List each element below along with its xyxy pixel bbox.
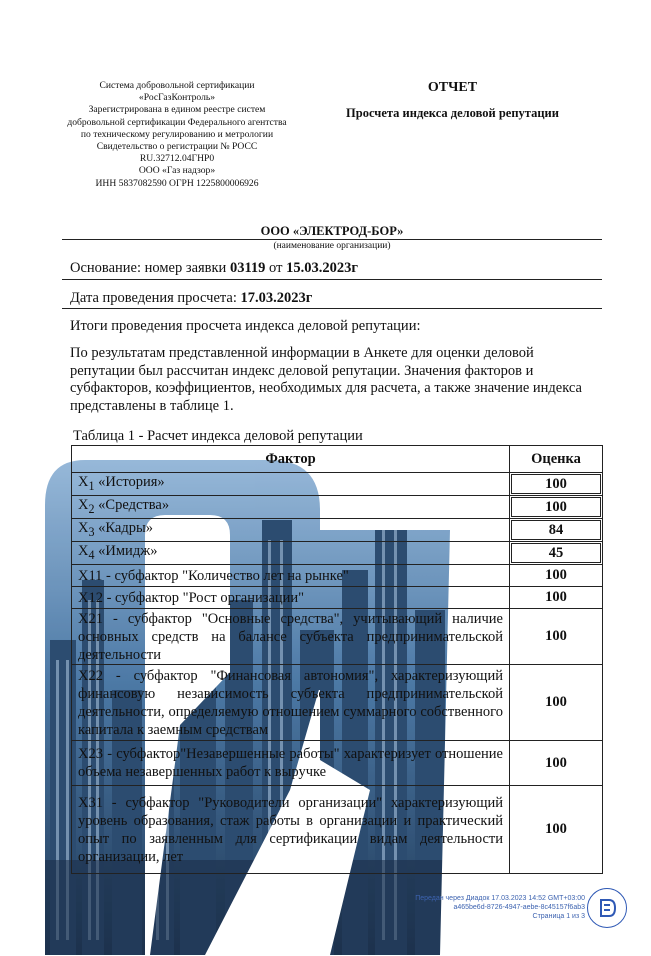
cert-line: ООО «Газ надзор» bbox=[138, 165, 216, 177]
factor-cell: X23 - субфактор"Незавершенные работы" характеризует отношение объема незавершенных работ к выручке bbox=[72, 741, 510, 786]
basis-date: 15.03.2023г bbox=[286, 260, 358, 276]
factor-cell: $X_3$ «Кадры» bbox=[72, 519, 510, 542]
score-cell: 100 bbox=[510, 565, 603, 587]
factor-cell: X11 - субфактор "Количество лет на рынке" bbox=[72, 565, 510, 587]
header-score: Оценка bbox=[510, 446, 603, 473]
score-value: 45 bbox=[511, 543, 601, 563]
table-row bbox=[72, 565, 603, 587]
reputation-table bbox=[71, 445, 603, 874]
results-heading: Итоги проведения просчета индекса деловой репутации: bbox=[70, 318, 421, 334]
factor-cell: X12 - субфактор "Рост организации" bbox=[72, 587, 510, 609]
score-value: 100 bbox=[511, 474, 601, 494]
header-factor: Фактор bbox=[72, 446, 510, 473]
score-cell: 100 bbox=[510, 786, 603, 874]
basis-from: от bbox=[269, 260, 283, 276]
table-row bbox=[72, 741, 603, 786]
score-value: 84 bbox=[511, 520, 601, 540]
factor-cell: $X_1$ «История» bbox=[72, 473, 510, 496]
cert-line: Свидетельство о регистрации № РОСС bbox=[96, 141, 258, 153]
results-paragraph: По результатам представленной информации в Анкете для оценки деловой репутации был рассчитан индекс деловой репутации. Значения факторов и субфакторов, коэффициентов, необходимых для расчета, а также значение индекса представлены в таблице 1. bbox=[70, 345, 582, 414]
cert-line: Система добровольной сертификации bbox=[99, 80, 255, 91]
diadoc-stamp-text bbox=[415, 894, 585, 922]
report-subtitle: Просчета индекса деловой репутации bbox=[346, 106, 559, 120]
score-cell bbox=[510, 542, 603, 565]
score-cell bbox=[510, 496, 603, 519]
divider bbox=[62, 239, 602, 240]
score-cell: 100 bbox=[510, 665, 603, 741]
factor-cell: X31 - субфактор "Руководители организации" характеризующий уровень образования, стаж работы в организации и практический опыт по заявленным для сертификации видам деятельности организации, лет bbox=[72, 786, 510, 874]
basis-number: 03119 bbox=[229, 260, 266, 276]
score-cell: 100 bbox=[510, 741, 603, 786]
table-row bbox=[72, 786, 603, 874]
cert-line: «РосГазКонтроль» bbox=[138, 92, 216, 104]
table-row bbox=[72, 542, 603, 565]
score-cell: 100 bbox=[510, 587, 603, 609]
table-caption: Таблица 1 - Расчет индекса деловой репутации bbox=[73, 428, 363, 444]
factor-cell: $X_2$ «Средства» bbox=[72, 496, 510, 519]
certification-system-block bbox=[62, 80, 292, 190]
review-date-line bbox=[70, 290, 312, 307]
diadoc-logo-icon[interactable] bbox=[587, 888, 627, 928]
report-title: ОТЧЕТ bbox=[427, 80, 478, 95]
cert-line: Зарегистрирована в едином реестре систем добровольной сертификации Федерального агентства по техническому регулированию и метрологии bbox=[67, 104, 287, 140]
divider bbox=[62, 279, 602, 280]
factor-cell: $X_4$ «Имидж» bbox=[72, 542, 510, 565]
table-row bbox=[72, 496, 603, 519]
diadoc-document-id: a465be6d-8726-4947-aebe-8c45157f6ab3 bbox=[453, 904, 585, 912]
table-row bbox=[72, 519, 603, 542]
cert-line: RU.32712.04ГНР0 bbox=[139, 153, 215, 165]
organization-caption: (наименование организации) bbox=[273, 241, 391, 251]
table-row bbox=[72, 665, 603, 741]
basis-label: Основание: номер заявки bbox=[70, 260, 227, 276]
score-cell bbox=[510, 473, 603, 496]
diadoc-transfer-line: Передан через Диадок 17.03.2023 14:52 GMT+03:00 bbox=[415, 895, 585, 902]
organization-name: ООО «ЭЛЕКТРОД-БОР» bbox=[260, 224, 404, 238]
diadoc-page-count: Страница 1 из 3 bbox=[532, 913, 585, 921]
cert-line: ИНН 5837082590 ОГРН 1225800006926 bbox=[95, 177, 259, 189]
basis-line bbox=[70, 260, 358, 277]
factor-cell: X21 - субфактор "Основные средства", учитывающий наличие основных средств на балансе субъекта предпринимательской деятельности bbox=[72, 609, 510, 665]
review-date-value: 17.03.2023г bbox=[240, 290, 313, 306]
table-row bbox=[72, 609, 603, 665]
factor-cell: X22 - субфактор "Финансовая автономия", характеризующий финансовую независимость субъекта предпринимательской деятельности, определяемую отношением суммарного собственного капитала к заемным средствам bbox=[72, 665, 510, 741]
score-cell: 100 bbox=[510, 609, 603, 665]
review-date-label: Дата проведения просчета: bbox=[70, 290, 237, 306]
score-cell bbox=[510, 519, 603, 542]
table-row bbox=[72, 473, 603, 496]
divider bbox=[62, 308, 602, 309]
score-value: 100 bbox=[511, 497, 601, 517]
table-row bbox=[72, 587, 603, 609]
